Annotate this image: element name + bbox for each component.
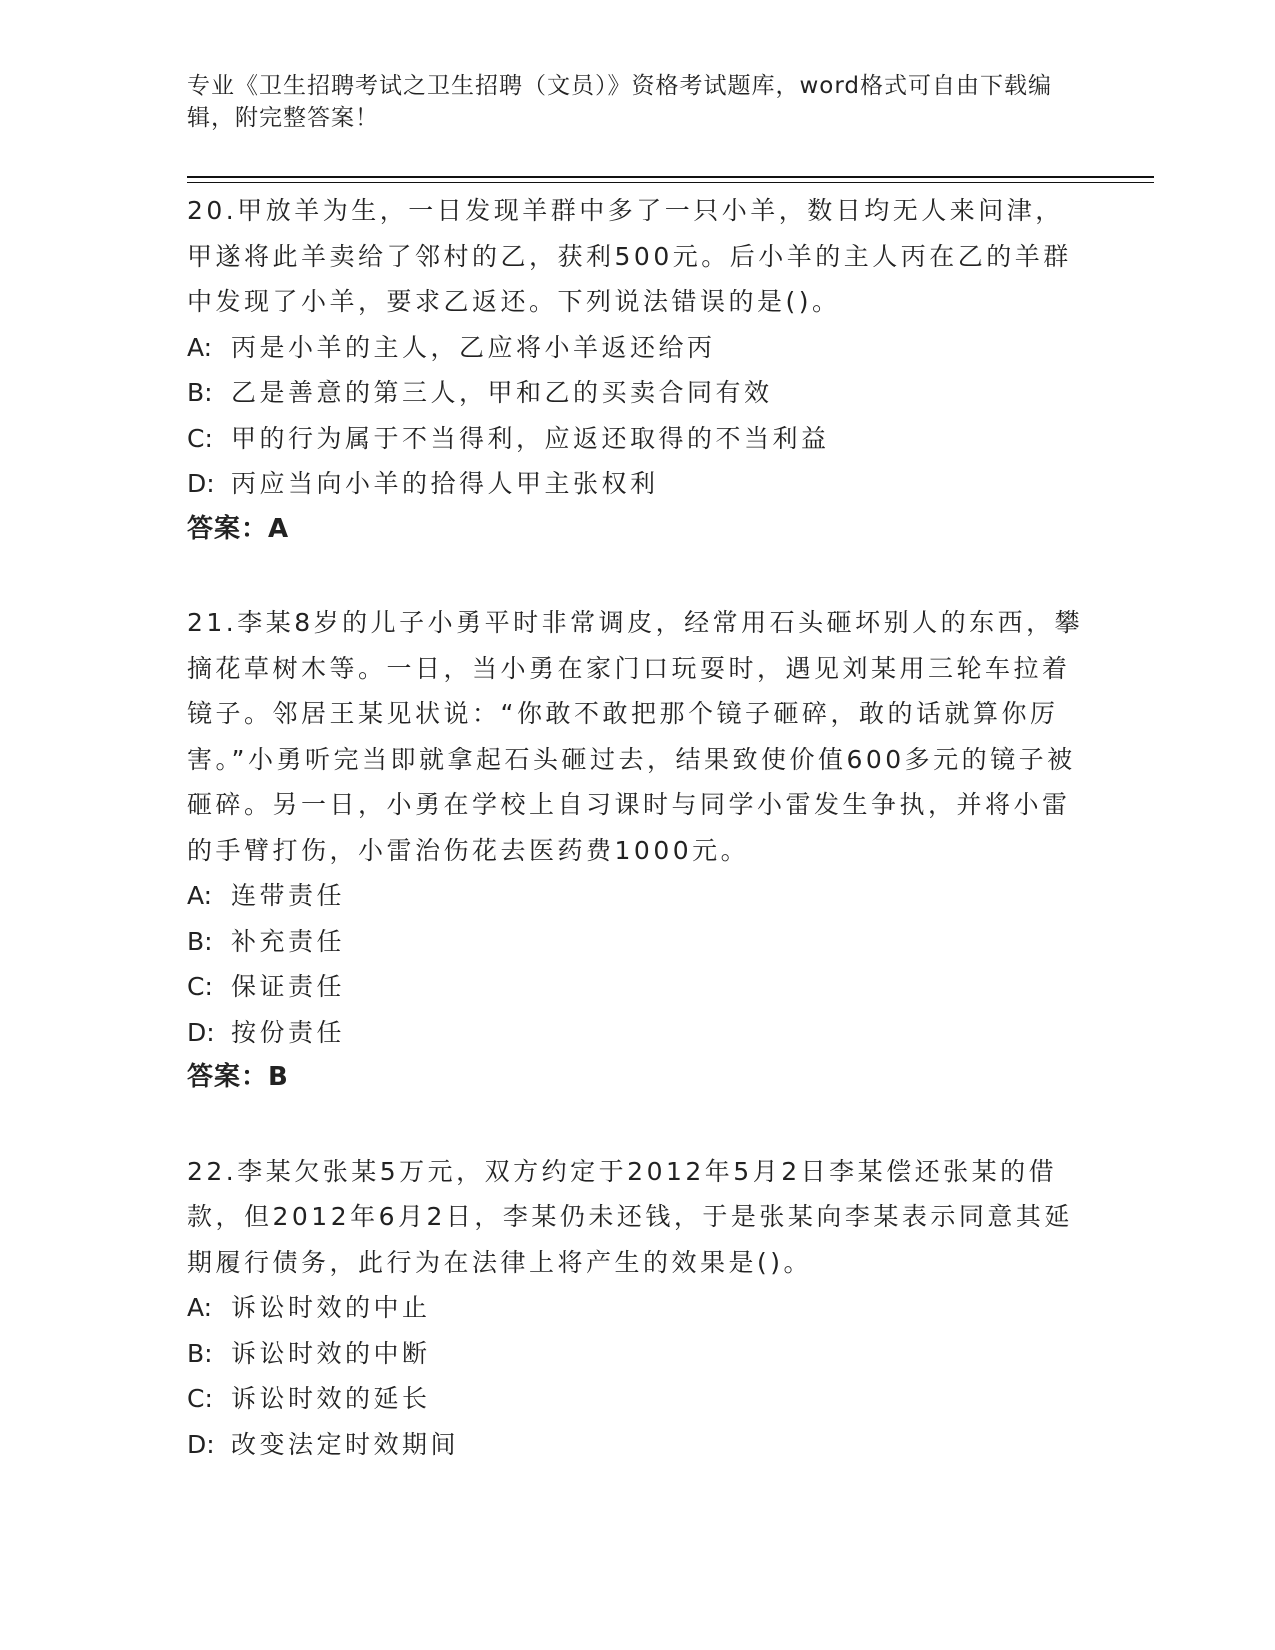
option-text: 乙是善意的第三人，甲和乙的买卖合同有效 xyxy=(231,378,773,407)
option-text: 诉讼时效的中止 xyxy=(231,1293,431,1322)
option-letter: D: xyxy=(187,1017,215,1047)
option-a xyxy=(187,873,1087,919)
option-d xyxy=(187,1422,1087,1468)
question-list xyxy=(187,188,1087,1515)
question-text: 22.李某欠张某5万元，双方约定于2012年5月2日李某偿还张某的借款，但2012年6月2日，李某仍未还钱，于是张某向李某表示同意其延期履行债务，此行为在法律上将产生的效果是()。 xyxy=(187,1156,1073,1277)
option-letter: D: xyxy=(187,1429,215,1459)
option-letter: B: xyxy=(187,1338,213,1368)
option-letter: A: xyxy=(187,881,213,910)
option-text: 丙是小羊的主人，乙应将小羊返还给丙 xyxy=(231,332,716,362)
answer-label: 答案：B xyxy=(187,1062,289,1092)
option-text: 丙应当向小羊的拾得人甲主张权利 xyxy=(231,469,659,498)
option-c xyxy=(187,964,1087,1010)
option-text: 按份责任 xyxy=(231,1017,346,1047)
question-21 xyxy=(187,600,1087,1101)
question-20 xyxy=(187,188,1087,552)
question-text: 21.李某8岁的儿子小勇平时非常调皮，经常用石头砸坏别人的东西，攀摘花草树木等。一日，当小勇在家门口玩耍时，遇见刘某用三轮车拉着镜子。邻居王某见状说：“你敢不敢把那个镜子砸碎，敢的话就算你厉害。”小勇听完当即就拿起石头砸过去，结果致使价值600多元的镜子被砸碎。另一日，小勇在学校上自习课时与同学小雷发生争执，并将小雷的手臂打伤，小雷治伤花去医药费1000元。 xyxy=(187,608,1084,865)
option-b xyxy=(187,370,1087,416)
option-text: 保证责任 xyxy=(231,972,346,1001)
question-22 xyxy=(187,1149,1087,1468)
document-header: 专业《卫生招聘考试之卫生招聘（文员）》资格考试题库，word格式可自由下载编辑，附完整答案！ xyxy=(187,73,1053,131)
option-text: 诉讼时效的延长 xyxy=(231,1384,431,1413)
option-text: 连带责任 xyxy=(231,881,346,910)
option-text: 诉讼时效的中断 xyxy=(231,1338,431,1368)
option-a xyxy=(187,325,1087,371)
answer-label: 答案：A xyxy=(187,513,290,544)
option-d xyxy=(187,1010,1087,1056)
option-letter: B: xyxy=(187,926,213,956)
option-a xyxy=(187,1285,1087,1331)
option-letter: A: xyxy=(187,332,213,362)
option-letter: C: xyxy=(187,972,213,1001)
option-letter: D: xyxy=(187,469,215,498)
option-letter: A: xyxy=(187,1293,213,1322)
option-b xyxy=(187,919,1087,965)
option-text: 改变法定时效期间 xyxy=(231,1429,460,1459)
option-c xyxy=(187,416,1087,462)
option-text: 补充责任 xyxy=(231,926,346,956)
option-b xyxy=(187,1331,1087,1377)
header-divider-thick xyxy=(187,176,1154,178)
option-letter: C: xyxy=(187,423,213,453)
question-text: 20.甲放羊为生，一日发现羊群中多了一只小羊，数日均无人来问津，甲遂将此羊卖给了邻村的乙，获利500元。后小羊的主人丙在乙的羊群中发现了小羊，要求乙返还。下列说法错误的是()。 xyxy=(187,196,1072,316)
option-letter: B: xyxy=(187,378,213,407)
option-text: 甲的行为属于不当得利，应返还取得的不当利益 xyxy=(231,423,830,453)
option-letter: C: xyxy=(187,1384,213,1413)
header-divider-thin xyxy=(187,182,1154,183)
option-c xyxy=(187,1376,1087,1422)
option-d xyxy=(187,461,1087,507)
